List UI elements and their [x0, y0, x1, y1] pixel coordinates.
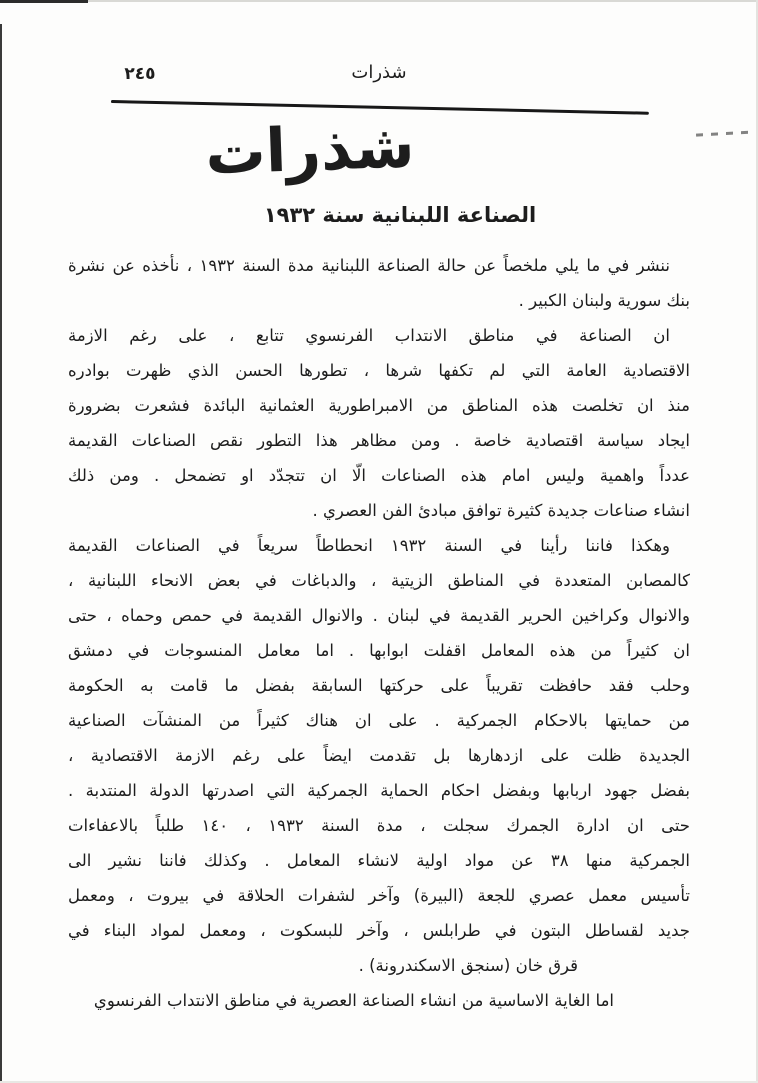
paragraph-line: ايجاد سياسة اقتصادية خاصة . ومن مظاهر هذا التطور نقص الصناعات القديمة	[68, 431, 690, 450]
page-number: ٢٤٥	[124, 64, 156, 84]
paragraph-line: ننشر في ما يلي ملخصاً عن حالة الصناعة اللبنانية مدة السنة ١٩٣٢ ، نأخذه عن نشرة	[68, 256, 670, 275]
scan-edge-top-gray	[88, 0, 758, 2]
paragraph-line: بنك سورية ولبنان الكبير .	[518, 291, 690, 310]
paragraph-line: تأسيس معمل عصري للجعة (البيرة) وآخر لشفرات الحلاقة في بيروت ، ومعمل	[68, 886, 690, 905]
paragraph-line: وهكذا فاننا رأينا في السنة ١٩٣٢ انحطاطاً سريعاً في الصناعات القديمة	[68, 536, 670, 555]
paragraph-line: قرق خان (سنجق الاسكندرونة) .	[358, 956, 578, 975]
header-rule-dashes	[696, 130, 756, 136]
paragraph-line: من حمايتها بالاحكام الجمركية . على ان هناك كثيراً من المنشآت الصناعية	[68, 711, 690, 730]
paragraph-line: بفضل جهود اربابها وبفضل احكام الحماية الجمركية التي اصدرتها الدولة المنتدبة .	[68, 781, 690, 800]
paragraph-line: الجديدة ظلت على ازدهارها بل تقدمت ايضاً على رغم الازمة الاقتصادية ،	[68, 746, 690, 765]
paragraph-line: اما الغاية الاساسية من انشاء الصناعة العصرية في مناطق الانتداب الفرنسوي	[93, 991, 614, 1010]
paragraph-line: منذ ان تخلصت هذه المناطق من الامبراطورية العثمانية البائدة فشعرت بضرورة	[68, 396, 690, 415]
paragraph-line: الجمركية منها ٣٨ عن مواد اولية لانشاء المعامل . وكذلك فاننا نشير الى	[68, 851, 690, 870]
chapter-title: شذرات	[204, 111, 416, 189]
paragraph-line: وحلب فقد حافظت تقريباً على حركتها السابقة بفضل ما قامت به الحكومة	[68, 676, 690, 695]
paragraph-line: ان الصناعة في مناطق الانتداب الفرنسوي تتابع ، على رغم الازمة	[68, 326, 670, 345]
paragraph-line: الاقتصادية العامة التي لم تكفها شرها ، تطورها الحسن الذي ظهرت بوادره	[68, 361, 690, 380]
paragraph-line: انشاء صناعات جديدة كثيرة توافق مبادئ الفن العصري .	[312, 501, 690, 520]
running-title: شذرات	[351, 62, 407, 83]
scan-edge-top	[0, 0, 88, 3]
paragraph-line: جديد لقساطل البتون في طرابلس ، وآخر للبسكوت ، ومعمل لمواد البناء في	[68, 921, 690, 940]
paragraph-line: عدداً واهمية وليس امام هذه الصناعات الّا ان تتجدّد او تضمحل . ومن ذلك	[68, 466, 690, 485]
paragraph-line: كالمصابن المتعددة في المناطق الزيتية ، والدباغات في بعض الانحاء اللبنانية ،	[68, 571, 690, 590]
article-body	[68, 248, 690, 1018]
paragraph-line: حتى ان ادارة الجمرك سجلت ، مدة السنة ١٩٣٢ ، ١٤٠ طلباً بالاعفاءات	[68, 816, 690, 835]
paragraph-line: ان كثيراً من هذه المعامل اقفلت ابوابها . اما معامل المنسوجات في دمشق	[68, 641, 690, 660]
article-heading: الصناعة اللبنانية سنة ١٩٣٢	[263, 203, 537, 227]
paragraph-line: والانوال وكراخين الحرير القديمة في لبنان . والانوال القديمة في حمص وحماه ، حتى	[68, 606, 690, 625]
